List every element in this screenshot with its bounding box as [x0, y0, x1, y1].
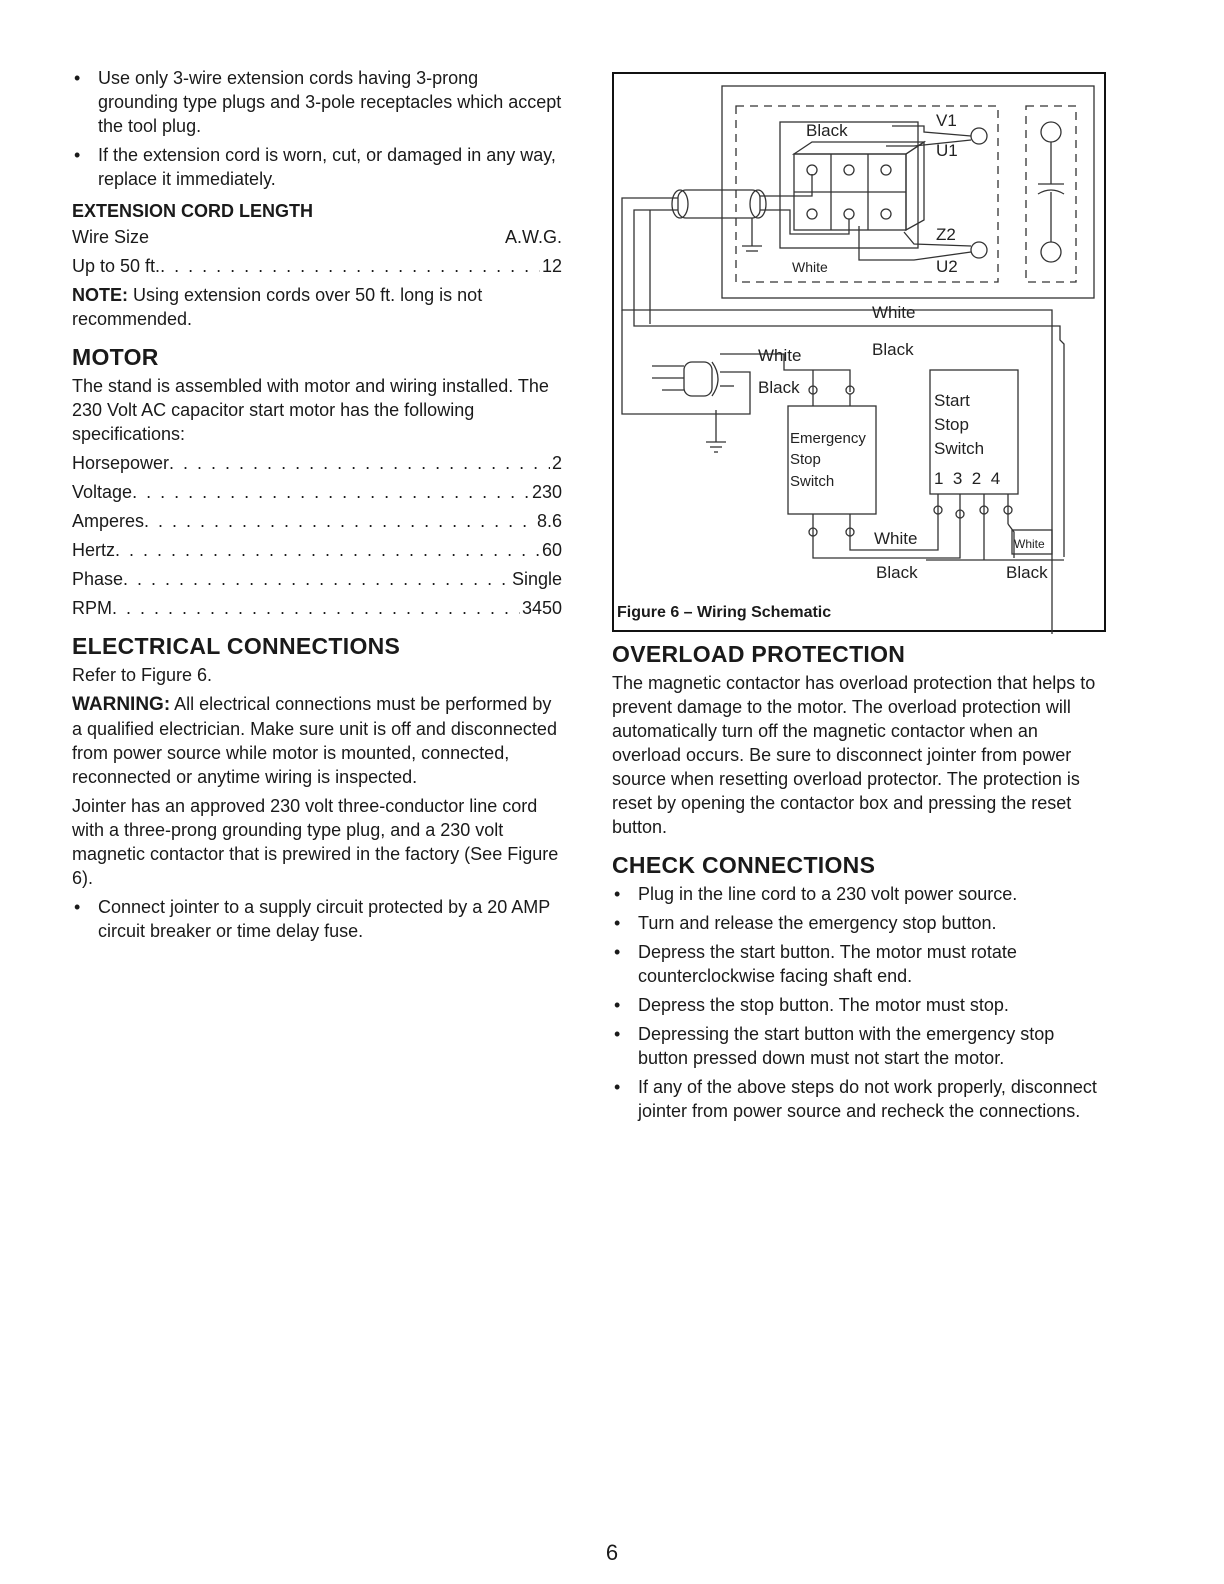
motor-intro: The stand is assembled with motor and wiring installed. The 230 Volt AC capacitor start motor has the following specifications: — [72, 376, 549, 444]
spec-row — [72, 509, 562, 533]
refer-text: Refer to Figure 6. — [72, 665, 213, 685]
figure-caption: Figure 6 – Wiring Schematic — [617, 604, 832, 621]
label-u2: U2 — [936, 257, 958, 276]
label-white-left: White — [758, 346, 802, 365]
motor-frame — [722, 86, 1094, 298]
spec-label: RPM — [72, 598, 112, 618]
leader-dots — [144, 509, 535, 533]
check-connections-heading: CHECK CONNECTIONS — [612, 852, 876, 878]
label-emergency-3: Switch — [790, 473, 835, 490]
leader-dots — [160, 254, 540, 278]
page-number: 6 — [605, 1540, 619, 1565]
wiring-schematic-figure — [612, 72, 1106, 632]
label-white-low: White — [874, 529, 918, 548]
spec-label: Amperes — [72, 511, 145, 531]
wire-size-label: Wire Size — [72, 227, 150, 247]
label-terminals: 1 3 2 4 — [934, 469, 1001, 488]
terminal-block-top — [794, 142, 924, 154]
leader-dots — [123, 567, 510, 591]
list-item: • Use only 3-wire extension cords having 3-prong grounding type plugs and 3-pole receptacles which accept the tool plug. — [72, 66, 562, 138]
jointer-paragraph: Jointer has an approved 230 volt three-conductor line cord with a three-prong grounding type plug, and a 230 volt magnetic contactor that is prewired in the factory (See Figure 6). — [72, 796, 559, 888]
right-column — [612, 640, 1107, 1129]
list-item: • If any of the above steps do not work properly, disconnect jointer from power source and recheck the connections. — [612, 1075, 1107, 1123]
label-black-top: Black — [806, 121, 848, 140]
spec-row — [72, 451, 562, 475]
note-label: NOTE: — [72, 285, 128, 305]
length-value: 12 — [541, 256, 562, 276]
spec-value: 230 — [531, 482, 562, 502]
label-start-2: Stop — [934, 415, 969, 434]
label-black-low2: Black — [1006, 563, 1048, 582]
electrical-heading: ELECTRICAL CONNECTIONS — [72, 633, 401, 659]
list-item: • If the extension cord is worn, cut, or damaged in any way, replace it immediately. — [72, 143, 562, 191]
overload-heading: OVERLOAD PROTECTION — [612, 641, 906, 667]
label-white-inner: White — [792, 259, 828, 275]
extension-cord-bullets — [72, 66, 562, 191]
list-item: • Turn and release the emergency stop button. — [612, 911, 1107, 935]
warning-paragraph — [72, 692, 562, 789]
label-white-mid: White — [872, 303, 916, 322]
list-item: • Plug in the line cord to a 230 volt power source. — [612, 882, 1107, 906]
label-white-box: White — [1014, 537, 1045, 551]
leader-dots — [169, 451, 550, 475]
check-connections-bullets — [612, 882, 1107, 1123]
length-label: Up to 50 ft. — [72, 256, 161, 276]
extension-cord-heading: EXTENSION CORD LENGTH — [72, 201, 314, 221]
spec-value: 60 — [541, 540, 562, 560]
note-text: Using extension cords over 50 ft. long is not recommended. — [72, 285, 483, 329]
spec-label: Phase — [72, 569, 124, 589]
awg-label: A.W.G. — [504, 227, 562, 247]
motor-heading: MOTOR — [72, 344, 159, 370]
spec-value: 3450 — [521, 598, 562, 618]
z2-terminal-icon — [971, 242, 987, 258]
list-item: • Depress the stop button. The motor must stop. — [612, 993, 1107, 1017]
plug-body — [684, 362, 712, 396]
label-emergency-1: Emergency — [790, 430, 866, 447]
spec-value: 8.6 — [536, 511, 562, 531]
label-emergency-2: Stop — [790, 451, 821, 468]
leader-dots — [132, 480, 530, 504]
capacitor-terminal-bottom-icon — [1041, 242, 1061, 262]
spec-label: Voltage — [72, 482, 133, 502]
list-item: • Depressing the start button with the emergency stop button pressed down must not start the motor. — [612, 1022, 1107, 1070]
terminal-dashed-box — [736, 106, 998, 282]
label-start-3: Switch — [934, 439, 985, 458]
warning-label: WARNING: — [72, 694, 171, 715]
spec-row — [72, 538, 562, 562]
left-column — [72, 66, 562, 949]
overload-paragraph: The magnetic contactor has overload protection that helps to prevent damage to the motor. The overload protection will automatically turn off the magnetic contactor when an overload occurs. Be sure to disconnect jointer from power source when resetting overload protector. The protection is reset by opening the contactor box and pressing the reset button. — [612, 673, 1096, 837]
spec-row — [72, 567, 562, 591]
spec-value: Single — [511, 569, 562, 589]
label-start-1: Start — [934, 391, 970, 410]
spec-value: 2 — [551, 453, 562, 473]
wire-size-header-row — [72, 225, 562, 249]
label-v1: V1 — [936, 111, 957, 130]
leader-dots — [115, 538, 540, 562]
list-item: • Depress the start button. The motor must rotate counterclockwise facing shaft end. — [612, 940, 1107, 988]
warning-text: All electrical connections must be performed by a qualified electrician. Make sure unit is off and disconnected from power source while motor is mounted, connected, reconnected or anytime wiring is inspected. — [72, 694, 557, 787]
note-paragraph — [72, 283, 562, 331]
list-item: • Connect jointer to a supply circuit protected by a 20 AMP circuit breaker or time delay fuse. — [72, 895, 562, 943]
leader-dots — [112, 596, 520, 620]
spec-row — [72, 596, 562, 620]
length-row — [72, 254, 562, 278]
label-z2: Z2 — [936, 225, 956, 244]
label-u1: U1 — [936, 141, 958, 160]
spec-row — [72, 480, 562, 504]
wiring-schematic-diagram — [614, 74, 1108, 634]
cable-clamp — [678, 190, 760, 218]
circuit-bullets — [72, 895, 562, 943]
label-black-mid: Black — [872, 340, 914, 359]
label-black-plug: Black — [758, 378, 800, 397]
v1-terminal-icon — [971, 128, 987, 144]
spec-label: Horsepower — [72, 453, 170, 473]
capacitor-terminal-top-icon — [1041, 122, 1061, 142]
label-black-low1: Black — [876, 563, 918, 582]
spec-label: Hertz — [72, 540, 116, 560]
